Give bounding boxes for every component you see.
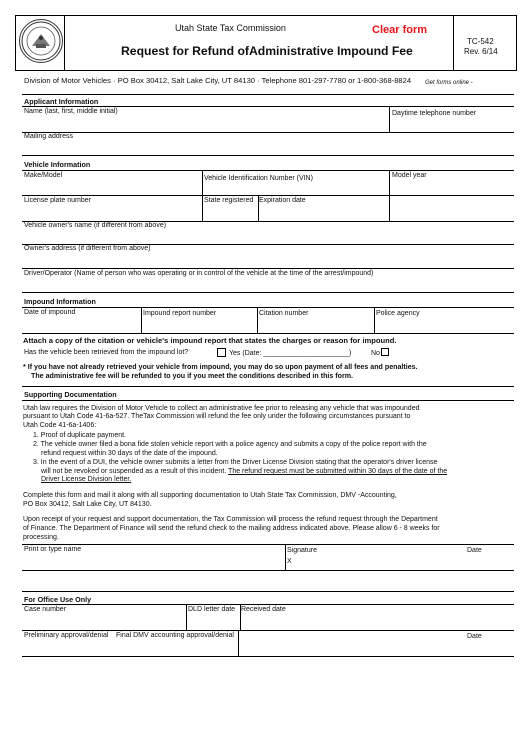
retrieved-question: Has the vehicle been retrieved from the impound lot?: [24, 349, 189, 356]
signature-label: Signature: [287, 547, 317, 554]
prelim-approval-field[interactable]: [22, 631, 113, 655]
support-p1-l1: Utah law requires the Division of Motor Vehicle to collect an administrative fee prior to releasing any vehicle that was impounded: [23, 405, 420, 412]
driver-field[interactable]: [22, 269, 514, 289]
clear-form-button[interactable]: Clear form: [372, 24, 428, 36]
phone-label: Daytime telephone number: [392, 110, 477, 117]
office-section-title: For Office Use Only: [24, 595, 92, 604]
form-revision: Rev. 6/14: [464, 47, 498, 56]
model-year-label: Model year: [392, 172, 427, 179]
received-date-label: Received date: [241, 606, 286, 613]
owner-name-field[interactable]: [22, 222, 514, 243]
office-date-field[interactable]: [462, 631, 514, 655]
support-p1-l2: pursuant to Utah Code 41-6a-527. TheTax Commission will refund the fee only under the following circumstances pursuant to: [23, 413, 411, 420]
agency-name: Utah State Tax Commission: [175, 23, 286, 33]
phone-field[interactable]: [390, 107, 514, 131]
support-item-3-l2a: will not be revoked or suspended as a result of this incident.: [41, 468, 229, 475]
support-item-3-l2b: The refund request must be submitted within 30 days of the date of the: [228, 468, 448, 475]
yes-checkbox[interactable]: [217, 348, 226, 357]
support-item-2-l1: 2. The vehicle owner filed a bona fide stolen vehicle report with a police agency and submits a copy of the police report with the: [33, 441, 427, 448]
support-item-3-l2: [41, 468, 447, 476]
impound-report-field[interactable]: [142, 308, 256, 332]
dld-date-field[interactable]: [187, 605, 239, 629]
impound-date-label: Date of impound: [24, 309, 76, 316]
support-p1-l3: Utah Code 41-6a-1406:: [23, 422, 97, 429]
no-checkbox[interactable]: [381, 348, 389, 356]
support-p2-l1: Complete this form and mail it along with all supporting documentation to Utah State Tax Commission, DMV -Accounting,: [23, 492, 397, 499]
name-field[interactable]: [22, 107, 388, 131]
expiration-label: Expiration date: [259, 197, 306, 204]
support-p2-l2: PO Box 30412, Salt Lake City, UT 84130.: [23, 501, 152, 508]
citation-label: Citation number: [259, 310, 309, 317]
support-p3-l2: of Finance. The Department of Finance will send the refund check to the mailing address indicated above. Please allow 6 - 8 weeks for: [23, 525, 440, 532]
driver-label: Driver/Operator (Name of person who was operating or in control of the vehicle at the time of the arrest/impound): [24, 270, 374, 277]
final-approval-label: Final DMV accounting approval/denial: [116, 632, 234, 639]
vin-field[interactable]: [203, 171, 387, 195]
attach-note: Attach a copy of the citation or vehicle's impound report that states the charges or reason for impound.: [23, 336, 397, 345]
dld-date-label: DLD letter date: [188, 606, 236, 613]
vehicle-section-title: Vehicle Information: [24, 160, 91, 169]
make-model-label: Make/Model: [24, 172, 63, 179]
expiration-field[interactable]: [259, 196, 387, 220]
vin-label: Vehicle Identification Number (VIN): [204, 175, 313, 182]
support-item-3-l1: 3. In the event of a DUI, the vehicle owner submits a letter from the Driver License Division stating that the operator's driver license: [33, 459, 438, 466]
no-label: No: [371, 350, 380, 357]
prelim-approval-label: Preliminary approval/denial: [24, 632, 109, 639]
name-label: Name (last, first, middle initial): [24, 108, 118, 115]
signature-date-label: Date: [467, 547, 482, 554]
signature-date-field[interactable]: [462, 545, 514, 569]
impound-date-field[interactable]: [22, 308, 140, 332]
get-forms-link[interactable]: Get forms online -: [425, 80, 473, 86]
print-name-field[interactable]: [22, 545, 284, 569]
owner-address-field[interactable]: [22, 245, 514, 267]
support-item-2-l2: refund request within 30 days of the date of the impound.: [41, 450, 218, 457]
impound-section-title: Impound Information: [24, 297, 96, 306]
owner-name-label: Vehicle owner's name (if different from above): [24, 222, 167, 229]
support-item-1: 1. Proof of duplicate payment.: [33, 432, 126, 439]
applicant-section-title: Applicant Information: [24, 97, 99, 106]
model-year-field[interactable]: [390, 171, 514, 195]
support-item-3-l3: Driver License Division letter.: [41, 476, 132, 483]
support-section-title: Supporting Documentation: [24, 390, 117, 399]
form-number: TC-542: [467, 37, 494, 46]
support-p3-l1: Upon receipt of your request and support documentation, the Tax Commission will process the refund request through the Department: [23, 516, 438, 523]
police-agency-field[interactable]: [375, 308, 514, 332]
final-approval-field[interactable]: [114, 631, 237, 655]
warning-line-2: The administrative fee will be refunded to you if you meet the conditions described in this form.: [31, 372, 354, 380]
mailing-field[interactable]: [22, 133, 514, 153]
support-p3-l3: processing.: [23, 534, 59, 541]
signature-field[interactable]: [286, 545, 462, 569]
signature-x: X: [287, 558, 292, 565]
address-line: Division of Motor Vehicles · PO Box 30412, Salt Lake City, UT 84130 · Telephone 801-297-7780 or 1-800-368-8824: [24, 76, 412, 85]
owner-address-label: Owner's address (if different from above): [24, 245, 151, 252]
police-agency-label: Police agency: [376, 310, 420, 317]
impound-report-label: Impound report number: [143, 310, 217, 317]
mailing-label: Mailing address: [24, 133, 74, 140]
office-date-label: Date: [467, 633, 482, 640]
plate-label: License plate number: [24, 197, 91, 204]
state-seal-icon: [19, 19, 63, 63]
form-title: Request for Refund ofAdministrative Impound Fee: [121, 44, 413, 58]
warning-line-1: * If you have not already retrieved your vehicle from impound, you may do so upon payment of all fees and penalties.: [23, 363, 418, 371]
received-date-field[interactable]: [241, 605, 514, 629]
make-model-field[interactable]: [22, 171, 200, 195]
case-number-field[interactable]: [22, 605, 185, 629]
state-registered-field[interactable]: [203, 196, 257, 220]
yes-date-label: Yes (Date: ______________________): [229, 350, 352, 357]
plate-field[interactable]: [22, 196, 200, 220]
citation-field[interactable]: [258, 308, 373, 332]
print-name-label: Print or type name: [24, 546, 82, 553]
state-registered-label: State registered: [204, 197, 254, 204]
case-number-label: Case number: [24, 606, 67, 613]
office-signature-field[interactable]: [239, 631, 461, 655]
